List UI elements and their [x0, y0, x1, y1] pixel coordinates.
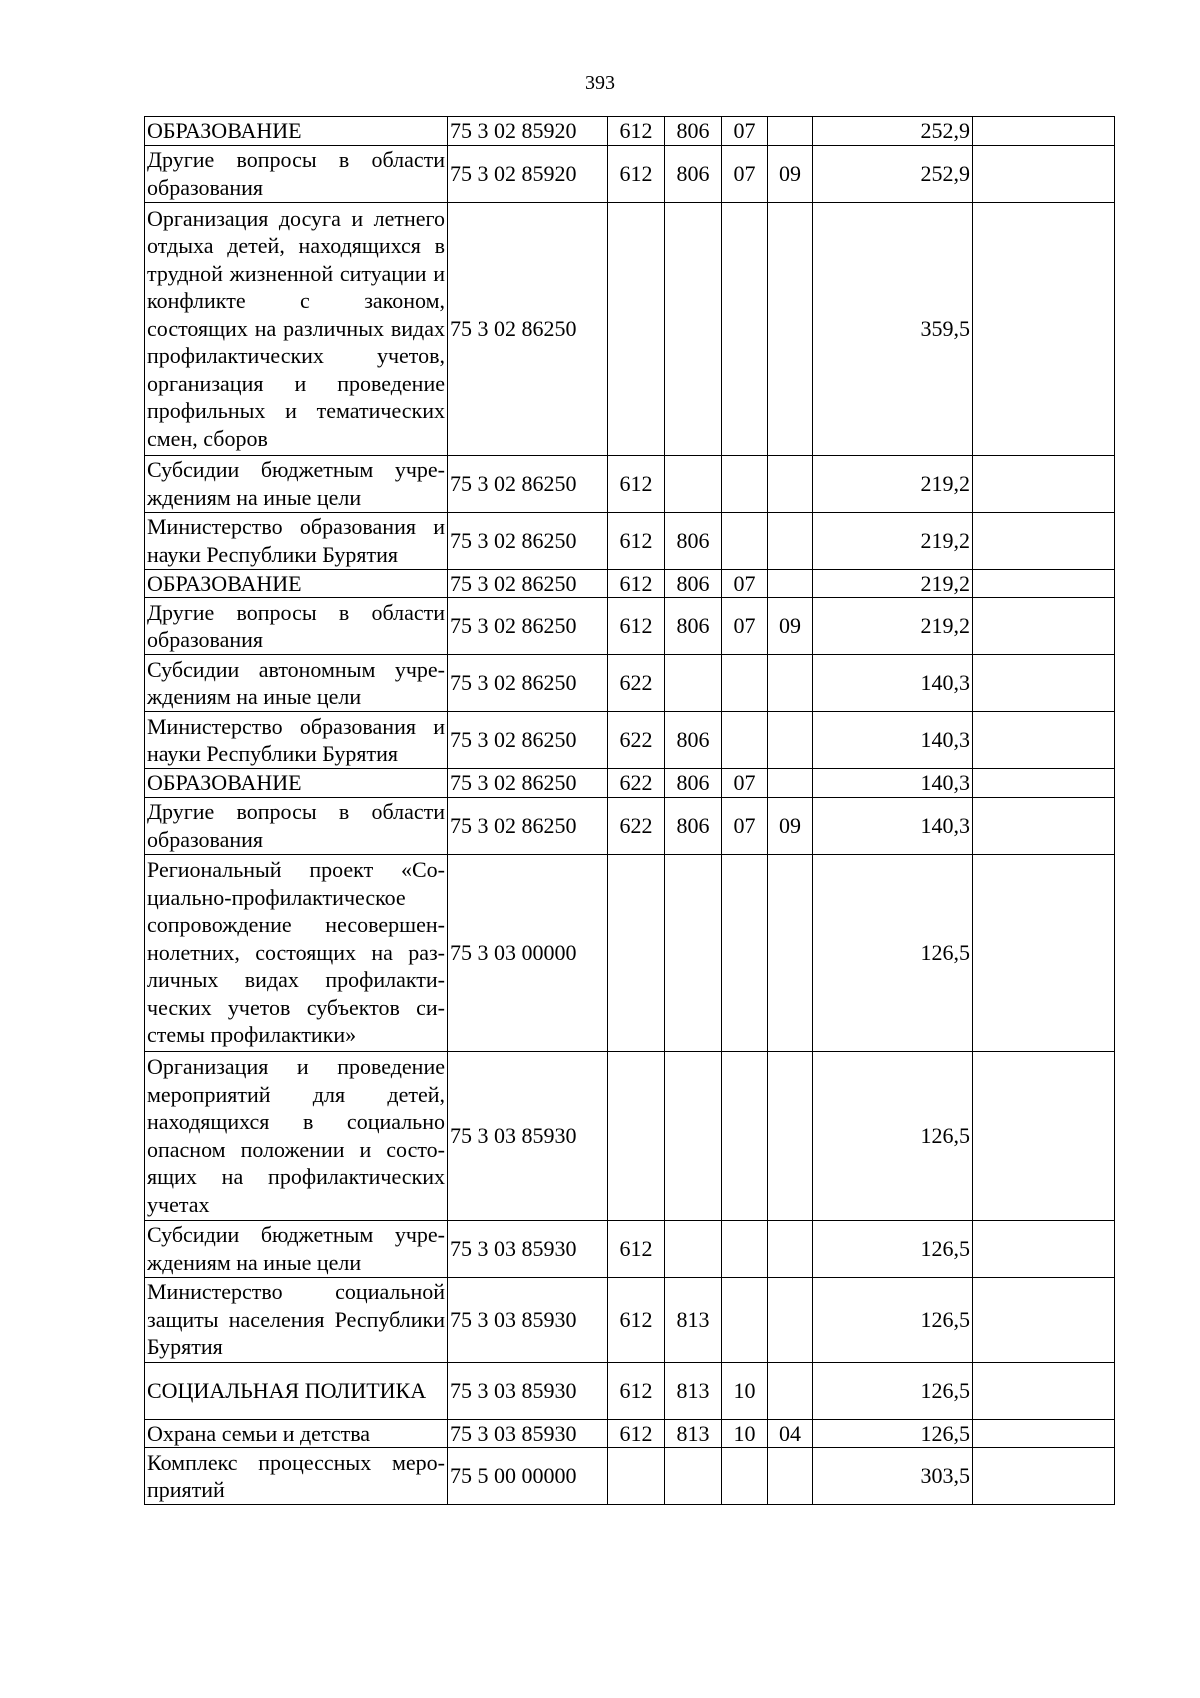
amount: 126,5 — [813, 1419, 973, 1448]
expense-type-code: 622 — [608, 769, 665, 798]
section-code — [722, 712, 768, 769]
amount: 140,3 — [813, 655, 973, 712]
subsection-code — [768, 712, 813, 769]
expense-type-code — [608, 1448, 665, 1505]
subsection-code: 09 — [768, 598, 813, 655]
amount: 219,2 — [813, 512, 973, 569]
row-name: Другие вопросы в области образования — [145, 145, 448, 202]
row-name: Охрана семьи и детства — [145, 1419, 448, 1448]
extra-cell — [973, 1277, 1115, 1362]
subsection-code — [768, 854, 813, 1051]
target-article-code: 75 3 02 86250 — [448, 569, 608, 598]
section-code — [722, 1277, 768, 1362]
subsection-code — [768, 1051, 813, 1220]
amount: 126,5 — [813, 1051, 973, 1220]
table-row — [145, 1277, 1115, 1362]
amount: 126,5 — [813, 1220, 973, 1277]
subsection-code — [768, 1220, 813, 1277]
table-row — [145, 1419, 1115, 1448]
section-code: 07 — [722, 145, 768, 202]
table-row — [145, 712, 1115, 769]
section-code — [722, 1448, 768, 1505]
amount: 219,2 — [813, 569, 973, 598]
table-row — [145, 1051, 1115, 1220]
extra-cell — [973, 712, 1115, 769]
ministry-code: 806 — [665, 712, 722, 769]
subsection-code — [768, 569, 813, 598]
table-row — [145, 1362, 1115, 1419]
subsection-code: 09 — [768, 797, 813, 854]
table-row — [145, 455, 1115, 512]
target-article-code: 75 3 03 85930 — [448, 1419, 608, 1448]
row-name: ОБРАЗОВАНИЕ — [145, 769, 448, 798]
row-name: Организация досуга и летнего отдыха детей, находящихся в трудной жизненной ситуации и конфликте с законом, состоящих на различных видах профилактических учетов, организация и проведение профильных и тематических смен, сборов — [145, 202, 448, 455]
subsection-code — [768, 512, 813, 569]
expense-type-code — [608, 854, 665, 1051]
amount: 126,5 — [813, 1277, 973, 1362]
target-article-code: 75 3 02 86250 — [448, 655, 608, 712]
row-name: Министерство образования и науки Республики Бурятия — [145, 512, 448, 569]
section-code: 07 — [722, 598, 768, 655]
ministry-code: 813 — [665, 1419, 722, 1448]
subsection-code — [768, 455, 813, 512]
subsection-code — [768, 1277, 813, 1362]
extra-cell — [973, 655, 1115, 712]
budget-table — [144, 116, 1115, 1505]
row-name: Субсидии бюджетным учреждениям на иные цели — [145, 455, 448, 512]
row-name: Министерство образования и науки Республики Бурятия — [145, 712, 448, 769]
target-article-code: 75 3 02 85920 — [448, 145, 608, 202]
subsection-code — [768, 769, 813, 798]
row-name: Организация и проведение мероприятий для детей, находящихся в социально опасном положении и состоящих на профилактических учетах — [145, 1051, 448, 1220]
target-article-code: 75 3 02 86250 — [448, 769, 608, 798]
extra-cell — [973, 145, 1115, 202]
row-name: ОБРАЗОВАНИЕ — [145, 117, 448, 146]
section-code: 10 — [722, 1362, 768, 1419]
ministry-code — [665, 854, 722, 1051]
ministry-code: 806 — [665, 598, 722, 655]
amount: 359,5 — [813, 202, 973, 455]
expense-type-code: 612 — [608, 569, 665, 598]
table-row — [145, 797, 1115, 854]
target-article-code: 75 3 02 86250 — [448, 797, 608, 854]
expense-type-code: 612 — [608, 1220, 665, 1277]
row-name: Министерство социальной защиты населения Республики Бурятия — [145, 1277, 448, 1362]
ministry-code — [665, 1448, 722, 1505]
table-row — [145, 1448, 1115, 1505]
table-row — [145, 117, 1115, 146]
expense-type-code: 612 — [608, 512, 665, 569]
amount: 219,2 — [813, 598, 973, 655]
target-article-code: 75 3 03 85930 — [448, 1220, 608, 1277]
extra-cell — [973, 117, 1115, 146]
extra-cell — [973, 598, 1115, 655]
section-code: 10 — [722, 1419, 768, 1448]
amount: 252,9 — [813, 117, 973, 146]
subsection-code — [768, 117, 813, 146]
extra-cell — [973, 512, 1115, 569]
target-article-code: 75 3 03 85930 — [448, 1277, 608, 1362]
amount: 140,3 — [813, 769, 973, 798]
ministry-code: 806 — [665, 769, 722, 798]
table-row — [145, 1220, 1115, 1277]
amount: 219,2 — [813, 455, 973, 512]
expense-type-code: 622 — [608, 655, 665, 712]
section-code: 07 — [722, 797, 768, 854]
target-article-code: 75 3 02 85920 — [448, 117, 608, 146]
amount: 303,5 — [813, 1448, 973, 1505]
ministry-code — [665, 202, 722, 455]
row-name: Комплекс процессных мероприятий — [145, 1448, 448, 1505]
table-row — [145, 569, 1115, 598]
amount: 126,5 — [813, 854, 973, 1051]
table-row — [145, 854, 1115, 1051]
target-article-code: 75 3 03 00000 — [448, 854, 608, 1051]
extra-cell — [973, 769, 1115, 798]
expense-type-code — [608, 1051, 665, 1220]
section-code — [722, 1220, 768, 1277]
ministry-code — [665, 655, 722, 712]
target-article-code: 75 3 02 86250 — [448, 598, 608, 655]
extra-cell — [973, 1220, 1115, 1277]
expense-type-code: 612 — [608, 145, 665, 202]
ministry-code: 806 — [665, 797, 722, 854]
expense-type-code: 612 — [608, 455, 665, 512]
section-code — [722, 854, 768, 1051]
ministry-code — [665, 1051, 722, 1220]
ministry-code — [665, 1220, 722, 1277]
subsection-code — [768, 655, 813, 712]
subsection-code — [768, 202, 813, 455]
target-article-code: 75 5 00 00000 — [448, 1448, 608, 1505]
row-name: Региональный проект «Социально-профилактическое сопровождение несовершеннолетних, состоящих на различных видах профилактических учетов субъектов системы профилактики» — [145, 854, 448, 1051]
section-code — [722, 655, 768, 712]
table-row — [145, 145, 1115, 202]
section-code — [722, 1051, 768, 1220]
row-name: Другие вопросы в области образования — [145, 797, 448, 854]
amount: 140,3 — [813, 797, 973, 854]
expense-type-code: 612 — [608, 117, 665, 146]
amount: 126,5 — [813, 1362, 973, 1419]
row-name: Субсидии бюджетным учреждениям на иные цели — [145, 1220, 448, 1277]
section-code — [722, 512, 768, 569]
section-code — [722, 455, 768, 512]
ministry-code: 806 — [665, 569, 722, 598]
expense-type-code: 612 — [608, 1362, 665, 1419]
extra-cell — [973, 797, 1115, 854]
target-article-code: 75 3 02 86250 — [448, 455, 608, 512]
subsection-code — [768, 1362, 813, 1419]
extra-cell — [973, 1448, 1115, 1505]
section-code: 07 — [722, 769, 768, 798]
expense-type-code: 622 — [608, 712, 665, 769]
ministry-code: 806 — [665, 145, 722, 202]
ministry-code: 806 — [665, 117, 722, 146]
target-article-code: 75 3 03 85930 — [448, 1362, 608, 1419]
extra-cell — [973, 1419, 1115, 1448]
table-row — [145, 655, 1115, 712]
extra-cell — [973, 1362, 1115, 1419]
target-article-code: 75 3 02 86250 — [448, 202, 608, 455]
extra-cell — [973, 455, 1115, 512]
expense-type-code: 612 — [608, 598, 665, 655]
section-code: 07 — [722, 117, 768, 146]
ministry-code: 806 — [665, 512, 722, 569]
ministry-code: 813 — [665, 1362, 722, 1419]
expense-type-code: 612 — [608, 1419, 665, 1448]
target-article-code: 75 3 02 86250 — [448, 512, 608, 569]
amount: 252,9 — [813, 145, 973, 202]
ministry-code: 813 — [665, 1277, 722, 1362]
expense-type-code — [608, 202, 665, 455]
table-row — [145, 202, 1115, 455]
amount: 140,3 — [813, 712, 973, 769]
section-code: 07 — [722, 569, 768, 598]
ministry-code — [665, 455, 722, 512]
target-article-code: 75 3 02 86250 — [448, 712, 608, 769]
target-article-code: 75 3 03 85930 — [448, 1051, 608, 1220]
row-name: Субсидии автономным учреждениям на иные цели — [145, 655, 448, 712]
expense-type-code: 622 — [608, 797, 665, 854]
table-row — [145, 598, 1115, 655]
extra-cell — [973, 569, 1115, 598]
extra-cell — [973, 1051, 1115, 1220]
subsection-code: 09 — [768, 145, 813, 202]
row-name: СОЦИАЛЬНАЯ ПОЛИТИКА — [145, 1362, 448, 1419]
page-number: 393 — [585, 72, 615, 94]
row-name: ОБРАЗОВАНИЕ — [145, 569, 448, 598]
section-code — [722, 202, 768, 455]
subsection-code: 04 — [768, 1419, 813, 1448]
row-name: Другие вопросы в области образования — [145, 598, 448, 655]
table-row — [145, 512, 1115, 569]
expense-type-code: 612 — [608, 1277, 665, 1362]
extra-cell — [973, 854, 1115, 1051]
table-row — [145, 769, 1115, 798]
subsection-code — [768, 1448, 813, 1505]
extra-cell — [973, 202, 1115, 455]
